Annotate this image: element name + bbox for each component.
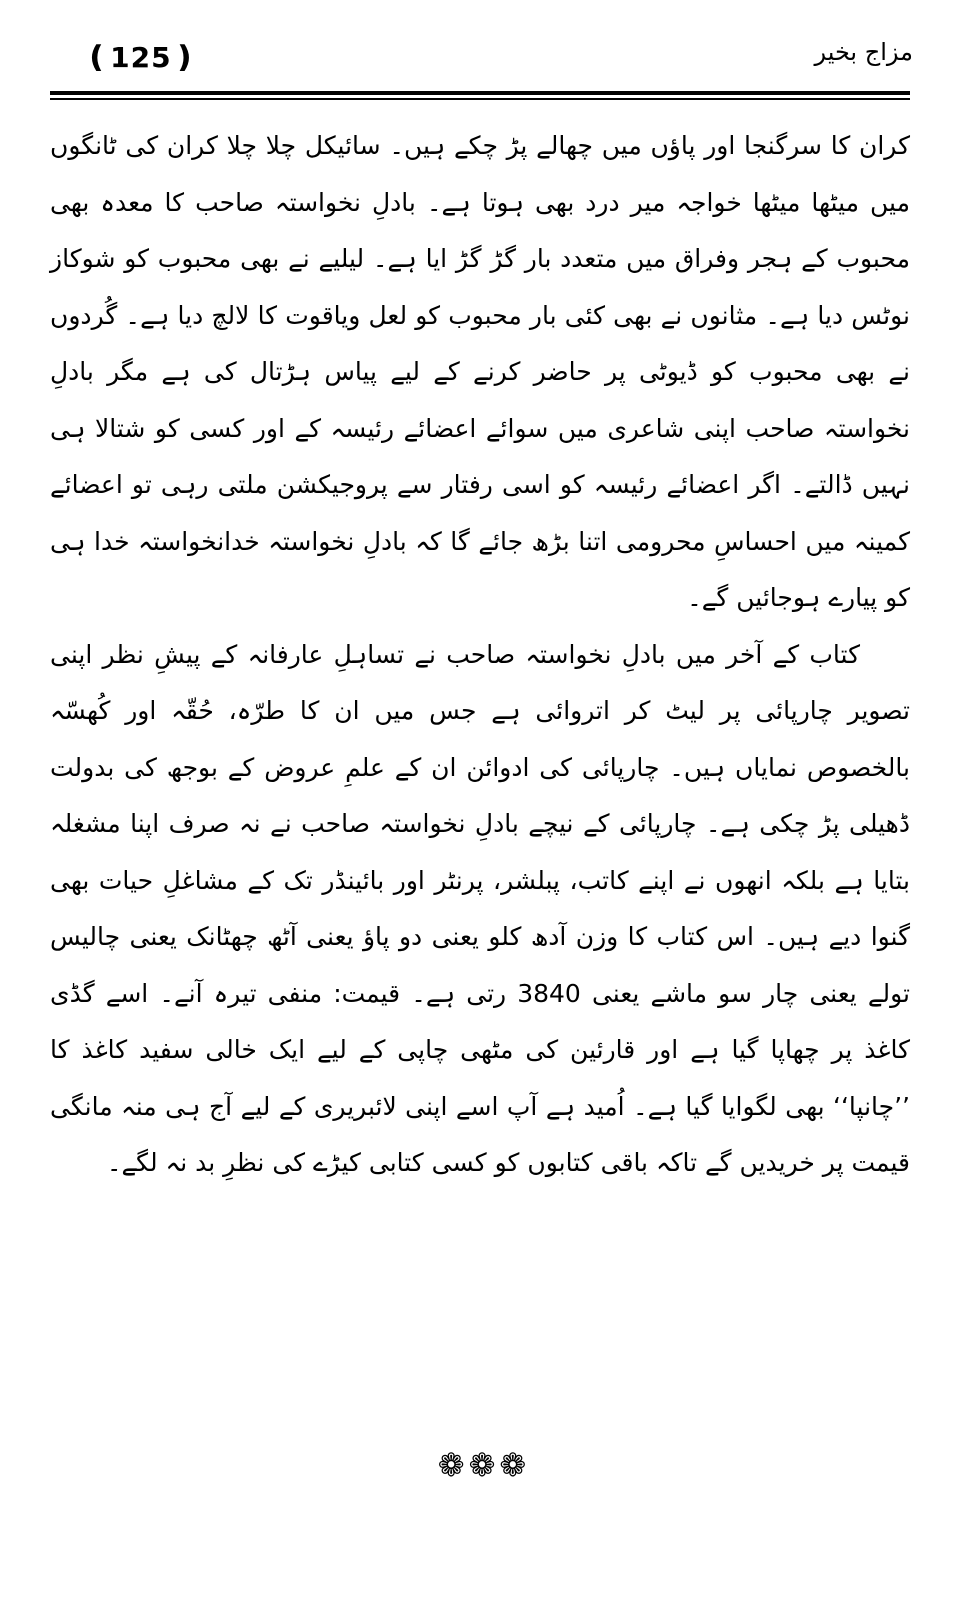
page-header	[0, 0, 968, 110]
end-ornament-icon: ❁❁❁	[437, 1446, 531, 1484]
paragraph-1: کران کا سرگنجا اور پاؤں میں چھالے پڑ چکے ہیں۔ سائیکل چلا چلا کران کی ٹانگوں میں میٹھا میٹھا خواجہ میر درد بھی ہوتا ہے۔ بادلِ نخواستہ صاحب کا معدہ بھی محبوب کے ہجر وفراق میں متعدد بار گڑ گڑ ایا ہے۔ لیلیے نے بھی محبوب کو شوکاز نوٹس دیا ہے۔ مثانوں نے بھی کئی بار محبوب کو لعل ویاقوت کا لالچ دیا ہے۔ گُردوں نے بھی محبوب کو ڈیوٹی پر حاضر کرنے کے لیے پیاس ہڑتال کی ہے مگر بادلِ نخواستہ صاحب اپنی شاعری میں سوائے اعضائے رئیسہ کے اور کسی کو شتالا ہی نہیں ڈالتے۔ اگر اعضائے رئیسہ کو اسی رفتار سے پروجیکشن ملتی رہی تو اعضائے کمینہ میں احساسِ محرومی اتنا بڑھ جائے گا کہ بادلِ نخواستہ خدانخواستہ خدا ہی کو پیارے ہوجائیں گے۔	[50, 131, 910, 612]
page-number: 125	[110, 41, 172, 74]
paragraph-2: کتاب کے آخر میں بادلِ نخواستہ صاحب نے تساہلِ عارفانہ کے پیشِ نظر اپنی تصویر چارپائی پر لیٹ کر اتروائی ہے جس میں ان کا طرّہ، حُقّہ اور کُھسّہ بالخصوص نمایاں ہیں۔ چارپائی کی ادوائن ان کے علمِ عروض کے بوجھ کی بدولت ڈھیلی پڑ چکی ہے۔ چارپائی کے نیچے بادلِ نخواستہ صاحب نے نہ صرف اپنا مشغلہ بتایا ہے بلکہ انھوں نے اپنے کاتب، پبلشر، پرنٹر اور بائینڈر تک کے مشاغلِ حیات بھی گنوا دیے ہیں۔ اس کتاب کا وزن آدھ کلو یعنی دو پاؤ یعنی آٹھ چھٹانک یعنی چالیس تولے یعنی چار سو ماشے یعنی 3840 رتی ہے۔ قیمت: منفی تیرہ آنے۔ اسے گڈی کاغذ پر چھاپا گیا ہے اور قارئین کی مٹھی چاپی کے لیے ایک خالی سفید کاغذ کا ’’چانپا‘‘ بھی لگوایا گیا ہے۔ اُمید ہے آپ اسے اپنی لائبریری کے لیے آج ہی منہ مانگی قیمت پر خریدیں گے تاکہ باقی کتابوں کو کسی کتابی کیڑے کی نظرِ بد نہ لگے۔	[50, 639, 910, 1177]
page-number-box	[84, 40, 198, 75]
right-bracket-ornament: ❫	[171, 40, 198, 75]
header-rule-thick	[50, 91, 910, 95]
left-bracket-ornament: ❪	[84, 40, 111, 75]
running-title: مزاج بخیر	[814, 38, 913, 66]
header-rule-thin	[50, 98, 910, 100]
body-text	[50, 118, 910, 1192]
